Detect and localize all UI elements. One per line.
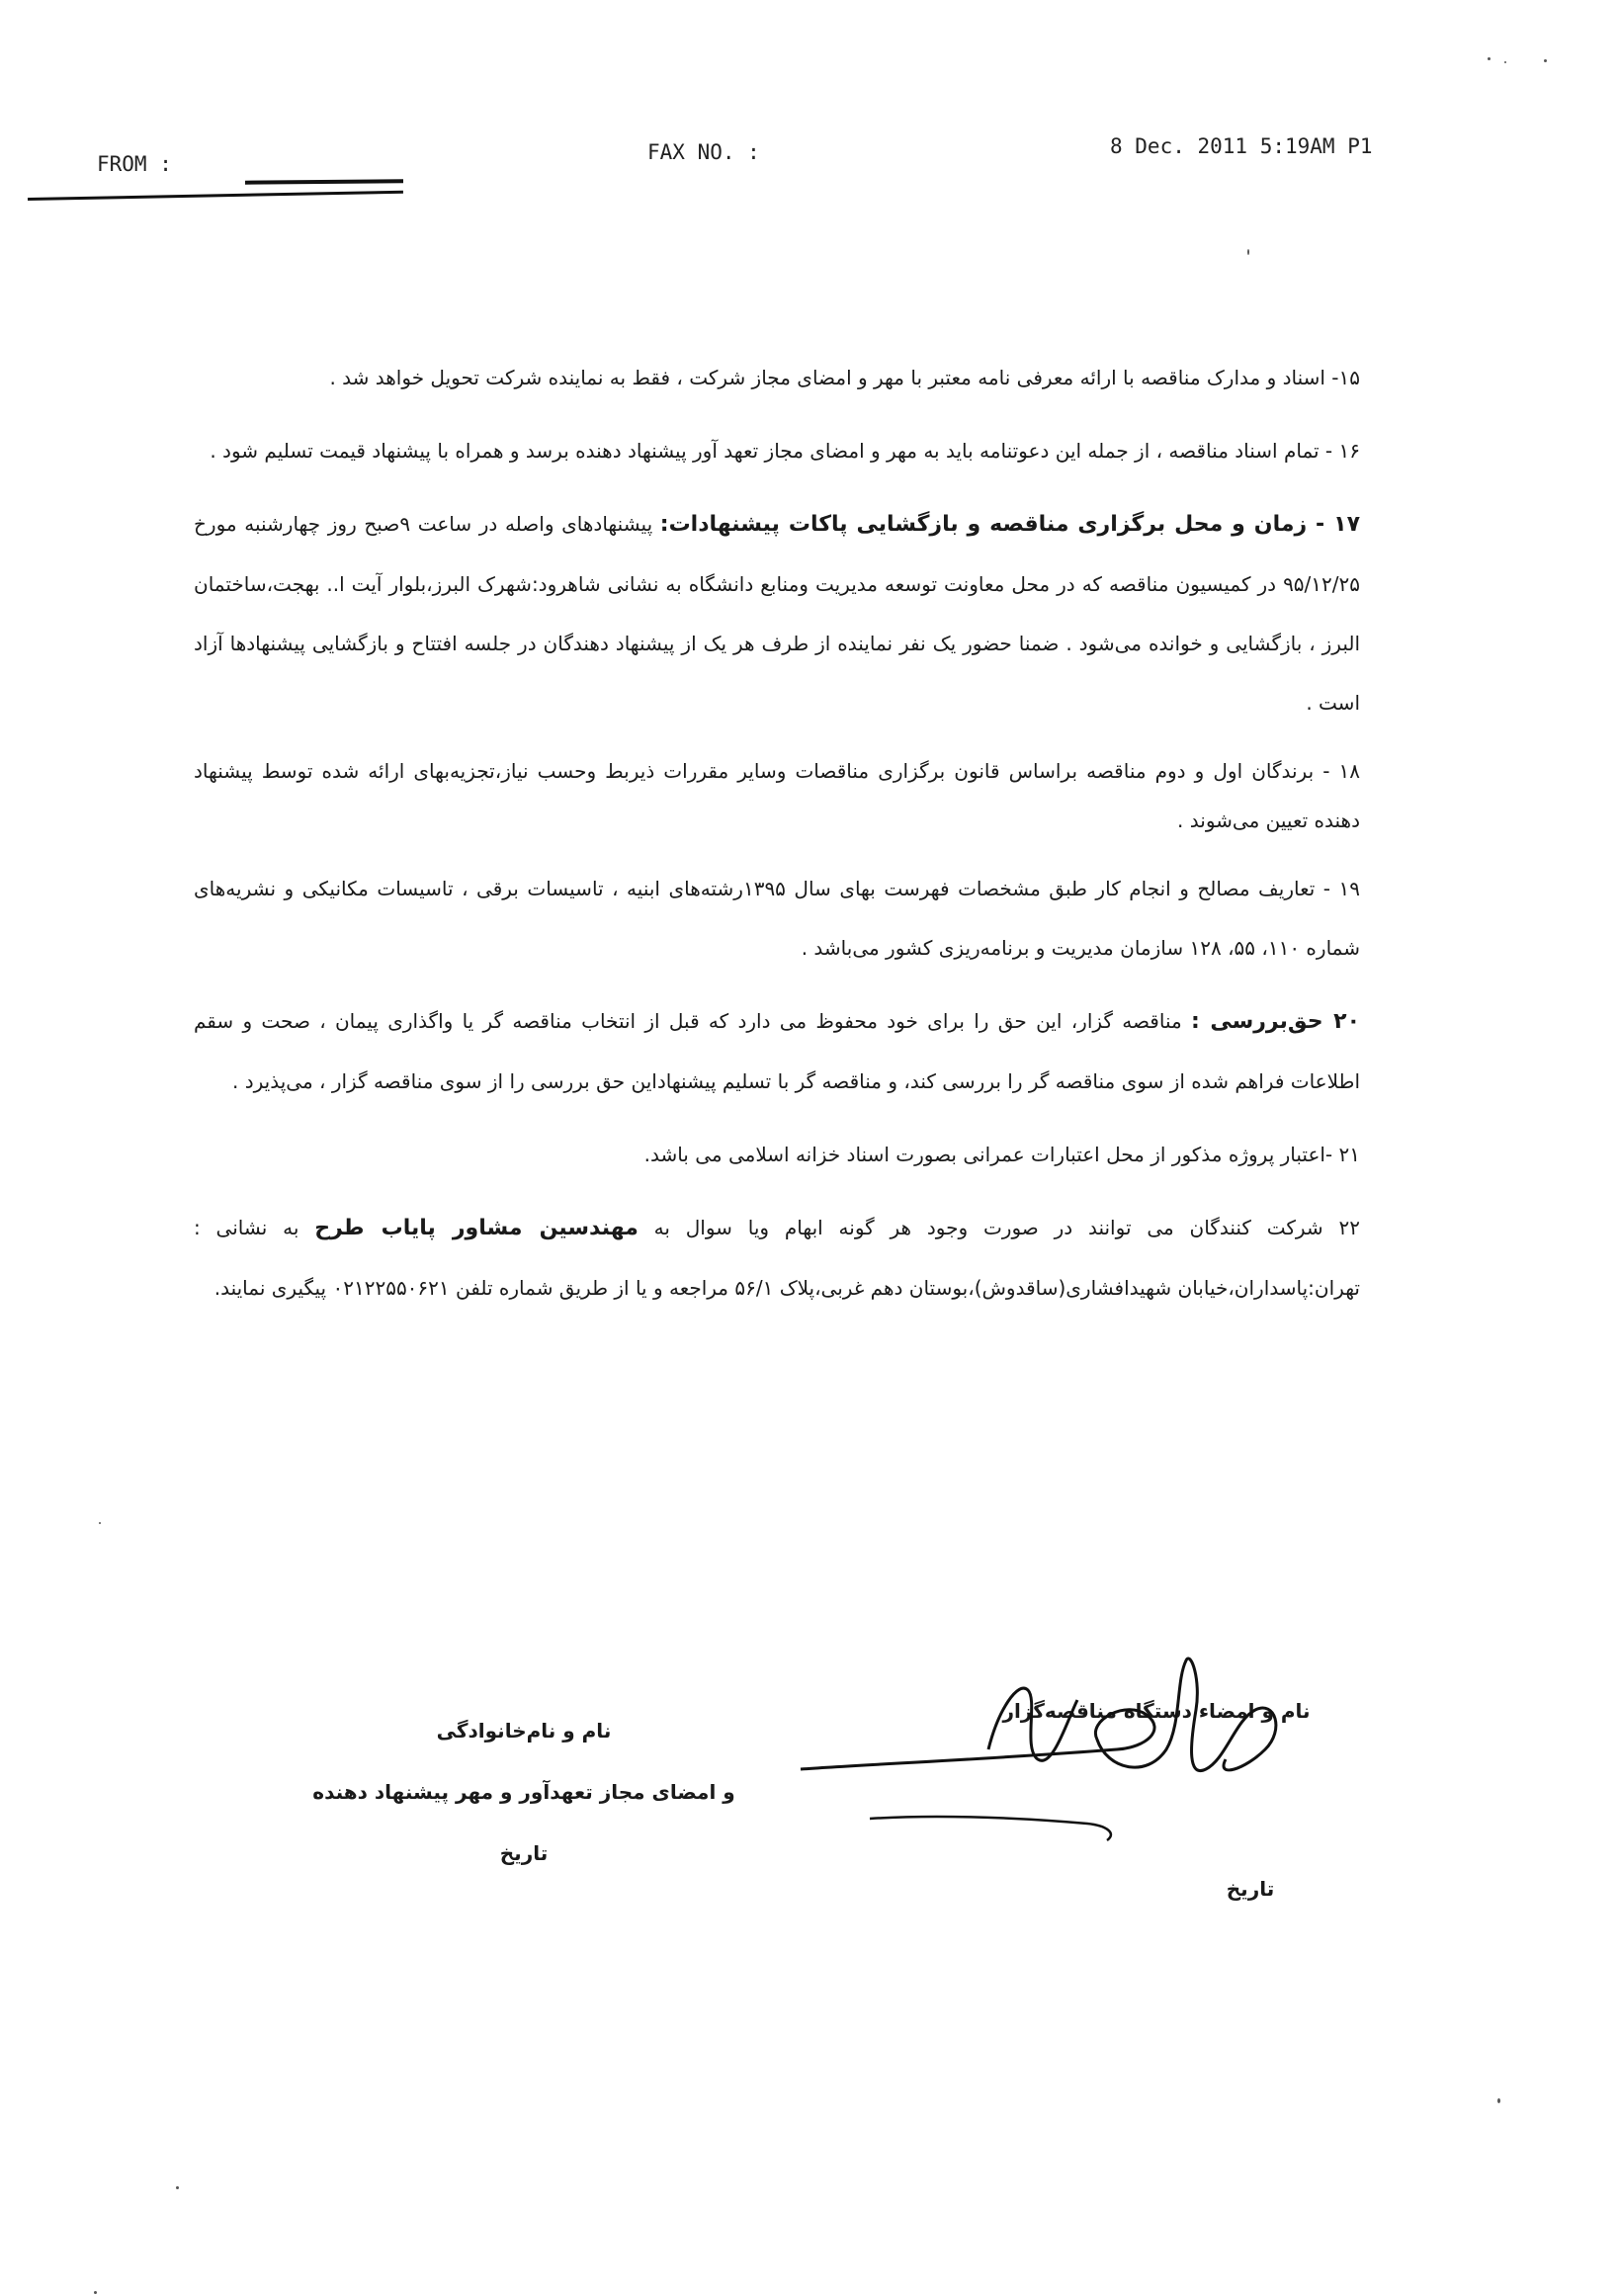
clause-21: ۲۱ -اعتبار پروژه مذکور از محل اعتبارات عمرانی بصورت اسناد خزانه اسلامی می باشد. [643, 1143, 1360, 1166]
bidder-name-label: نام و نام‌خانوادگی [436, 1719, 612, 1743]
clause-19: ۱۹ - تعاریف مصالح و انجام کار طبق مشخصات فهرست بهای سال ۱۳۹۵رشته‌های ابنیه ، تاسیسات برقی ، تاسیسات مکانیکی و نشریه‌های شماره ۱۱۰، ۵۵، ۱۲۸ سازمان مدیریت و برنامه‌ریزی کشور می‌باشد . [194, 877, 1360, 960]
clause-20 [194, 991, 1360, 1111]
clause-18: ۱۸ - برندگان اول و دوم مناقصه براساس قانون برگزاری مناقصات وسایر مقررات ذیربط وحسب نیاز،تجزیه‌بهای ارائه شده توسط پیشنهاد دهنده تعیین می‌شوند . [194, 759, 1360, 832]
fax-from-label: FROM : [97, 152, 172, 176]
bidder-signature-block [297, 1700, 751, 1884]
clause-15: ۱۵- اسناد و مدارک مناقصه با ارائه معرفی نامه معتبر با مهر و امضای مجاز شرکت ، فقط به نماینده شرکت تحویل خواهد شد . [329, 366, 1360, 389]
clause-22-text-before: ۲۲ شرکت کنندگان می توانند در صورت وجود هر گونه ابهام ویا سوال به [638, 1216, 1360, 1239]
scan-speck [99, 1522, 101, 1524]
scan-speck [1504, 61, 1506, 63]
bidder-date-label: تاریخ [499, 1841, 549, 1865]
fax-header [0, 130, 1619, 176]
scan-speck [1488, 57, 1491, 60]
scan-speck [1497, 2098, 1500, 2103]
clause-22-text-after: به نشانی : تهران:پاسداران،خیابان شهیدافشاری(ساقدوش)،بوستان دهم غربی،پلاک ۵۶/۱ مراجعه و یا از طریق شماره تلفن ۰۲۱۲۲۵۵۰۶۲۱ پیگیری نمایند. [194, 1216, 1360, 1300]
clause-16: ۱۶ - تمام اسناد مناقصه ، از جمله این دعوتنامه باید به مهر و امضای مجاز تعهد آور پیشنهاد دهنده برسد و همراه با پیشنهاد قیمت تسلیم شود . [210, 439, 1360, 463]
scan-speck [1247, 249, 1249, 255]
clause-20-text: مناقصه گزار، این حق را برای خود محفوظ می دارد که قبل از انتخاب مناقصه گر یا واگذاری پیمان ، صحت و سقم اطلاعات فراهم شده از سوی مناقصه گر را بررسی کند، و مناقصه گر با تسلیم پیشنهاداین حق بررسی را از سوی مناقصه گزار ، می‌پذیرد . [194, 1009, 1360, 1093]
clause-22-company: مهندسین مشاور پایاب طرح [314, 1216, 639, 1240]
clause-20-heading: ۲۰ حق‌بررسی : [1190, 1009, 1361, 1034]
tender-date-label: تاریخ [1226, 1877, 1275, 1901]
clause-17-text: پیشنهادهای واصله در ساعت ۹صبح روز چهارشنبه مورخ ۹۵/۱۲/۲۵ در کمیسیون مناقصه که در محل معاونت توسعه مدیریت ومنابع دانشگاه به نشانی شاهرود:شهرک البرز،بلوار آیت ا.. بهجت،ساختمان البرز ، بازگشایی و خوانده می‌شود . ضمنا حضور یک نفر نماینده از طرف هر یک از پیشنهاد دهندگان در جلسه افتتاح و بازگشایی پیشنهادها آزاد است . [194, 512, 1360, 715]
bidder-sign-label: و امضای مجاز تعهدآور و مهر پیشنهاد دهنده [312, 1780, 735, 1804]
fax-header-underline [28, 191, 403, 201]
clause-17 [194, 494, 1360, 732]
tender-org-label: نام و امضاء دستگاه مناقصه‌گزار [1002, 1699, 1311, 1723]
tender-conditions-body [194, 348, 1360, 1331]
clause-22 [194, 1198, 1360, 1318]
fax-date-time-page: 8 Dec. 2011 5:19AM P1 [1110, 134, 1373, 158]
clause-17-heading: ۱۷ - زمان و محل برگزاری مناقصه و بازگشایی پاکات پیشنهادات: [659, 512, 1360, 537]
fax-header-underline-thick [245, 179, 403, 184]
scan-speck [94, 2291, 97, 2294]
scan-speck [176, 2186, 179, 2189]
scan-speck [1544, 59, 1547, 62]
fax-number-label: FAX NO. : [647, 140, 760, 164]
handwritten-signature-icon [791, 1621, 1344, 1878]
